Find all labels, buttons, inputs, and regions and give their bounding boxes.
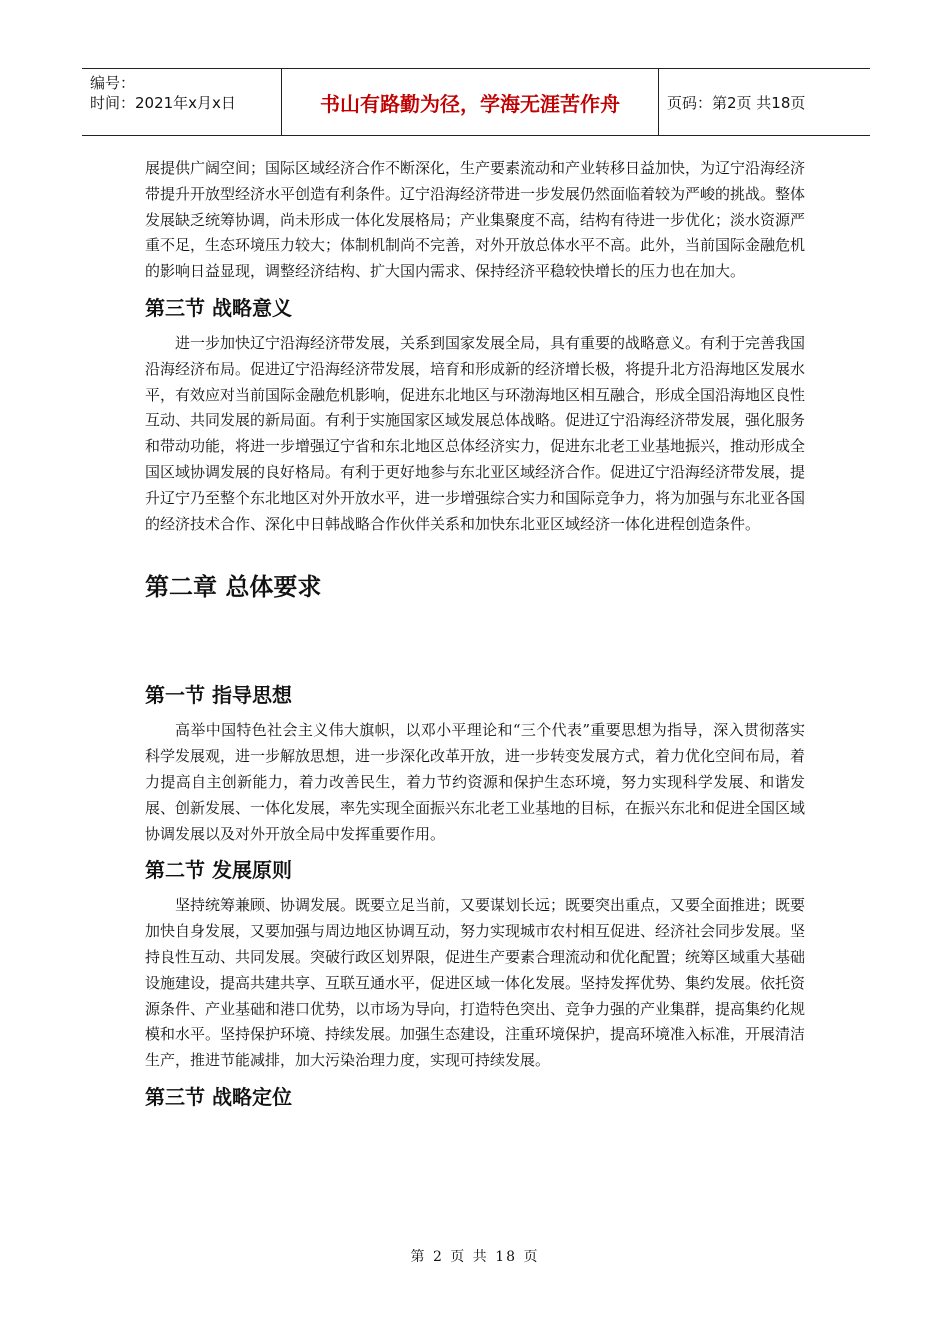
document-body: [145, 156, 805, 1111]
header-motto: 书山有路勤为径，学海无涯苦作舟: [282, 69, 659, 135]
section-heading-guiding-ideology: 第一节 指导思想: [145, 683, 292, 708]
header-page-number: 页码：第2页 共18页: [667, 93, 806, 112]
intro-paragraph: 展提供广阔空间；国际区域经济合作不断深化，生产要素流动和产业转移日益加快，为辽宁沿海经济带提升开放型经济水平创造有利条件。辽宁沿海经济带进一步发展仍然面临着较为严峻的挑战。整体发展缺乏统筹协调，尚未形成一体化发展格局；产业集聚度不高，结构有待进一步优化；淡水资源严重不足，生态环境压力较大；体制机制尚不完善，对外开放总体水平不高。此外，当前国际金融危机的影响日益显现，调整经济结构、扩大国内需求、保持经济平稳较快增长的压力也在加大。: [145, 159, 806, 281]
development-principles-paragraph: 坚持统筹兼顾、协调发展。既要立足当前，又要谋划长远；既要突出重点，又要全面推进；既要加快自身发展，又要加强与周边地区协调互动，努力实现城市农村相互促进、经济社会同步发展。坚持良性互动、共同发展。突破行政区划界限，促进生产要素合理流动和优化配置；统筹区域重大基础设施建设，提高共建共享、互联互通水平，促进区域一体化发展。坚持发挥优势、集约发展。依托资源条件、产业基础和港口优势，以市场为导向，打造特色突出、竞争力强的产业集群，提高集约化规模和水平。坚持保护环境、持续发展。加强生态建设，注重环境保护，提高环境准入标准，开展清洁生产，推进节能减排，加大污染治理力度，实现可持续发展。: [145, 896, 806, 1070]
section-heading-strategic-significance: 第三节 战略意义: [145, 295, 292, 320]
doc-date-label: 时间：2021年x月x日: [90, 94, 236, 112]
strategic-significance-paragraph: 进一步加快辽宁沿海经济带发展，关系到国家发展全局，具有重要的战略意义。有利于完善我国沿海经济布局。促进辽宁沿海经济带发展，培育和形成新的经济增长极，将提升北方沿海地区发展水平，有效应对当前国际金融危机影响，促进东北地区与环渤海地区相互融合，形成全国沿海地区良性互动、共同发展的新局面。有利于实施国家区域发展总体战略。促进辽宁沿海经济带发展，强化服务和带动功能，将进一步增强辽宁省和东北地区总体经济实力，促进东北老工业基地振兴，推动形成全国区域协调发展的良好格局。有利于更好地参与东北亚区域经济合作。促进辽宁沿海经济带发展，提升辽宁乃至整个东北地区对外开放水平，进一步增强综合实力和国际竞争力，将为加强与东北亚各国的经济技术合作、深化中日韩战略合作伙伴关系和加快东北亚区域经济一体化进程创造条件。: [145, 333, 806, 533]
doc-code-label: 编号：: [90, 74, 136, 92]
chapter-heading-overall-requirements: 第二章 总体要求: [145, 573, 322, 602]
page-header: [82, 68, 870, 136]
guiding-ideology-paragraph: 高举中国特色社会主义伟大旗帜，以邓小平理论和“三个代表”重要思想为指导，深入贯彻落实科学发展观，进一步解放思想，进一步深化改革开放，进一步转变发展方式，着力优化空间布局，着力提高自主创新能力，着力改善民生，着力节约资源和保护生态环境，努力实现科学发展、和谐发展、创新发展、一体化发展，率先实现全面振兴东北老工业基地的目标，在振兴东北和促进全国区域协调发展以及对外开放全局中发挥重要作用。: [145, 721, 806, 843]
page-footer: 第 2 页 共 18 页: [410, 1249, 540, 1265]
section-heading-development-principles: 第二节 发展原则: [145, 858, 292, 883]
header-info: [82, 69, 282, 135]
section-heading-strategic-positioning: 第三节 战略定位: [145, 1084, 292, 1109]
